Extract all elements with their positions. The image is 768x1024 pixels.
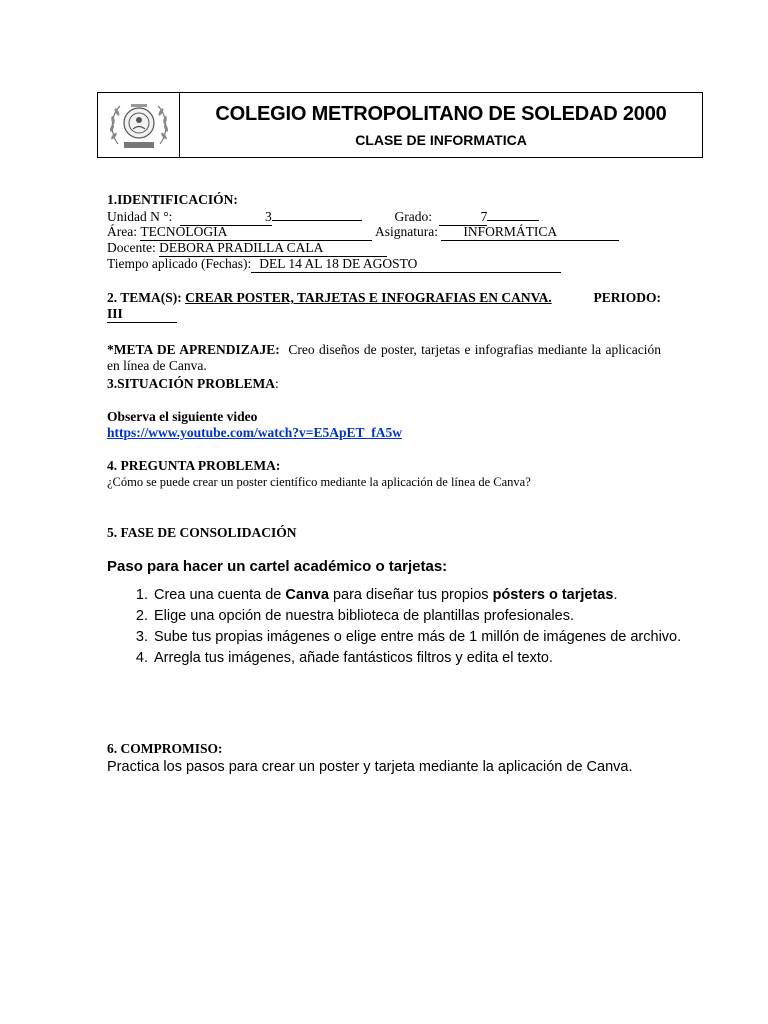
list-item: 2. Elige una opción de nuestra biblioteca de plantillas profesionales. <box>152 607 692 626</box>
period-row <box>107 306 177 323</box>
list-item <box>152 586 692 605</box>
goal-text: Creo diseños de poster, tarjetas e infografias mediante la aplicación en línea de Canva. <box>107 342 661 373</box>
goal-label: *META DE APRENDIZAJE: <box>107 342 280 357</box>
theme-label: 2. TEMA(S): <box>107 290 182 305</box>
situation-row <box>107 376 279 392</box>
period-value: III <box>107 306 177 323</box>
period-label: PERIODO: <box>593 290 661 305</box>
observe-label: Observa el siguiente video <box>107 409 258 424</box>
area-row <box>107 224 619 241</box>
unit-label: Unidad N °: <box>107 209 173 224</box>
step1-canva: Canva <box>285 587 329 603</box>
time-value: DEL 14 AL 18 DE AGOSTO <box>251 256 561 273</box>
school-logo <box>98 93 180 157</box>
step1-period: . <box>613 587 618 603</box>
unit-value: 3 <box>180 209 272 226</box>
school-crest-icon <box>104 96 174 154</box>
subject-label: Asignatura: <box>375 224 438 239</box>
step1-posters: pósters o tarjetas <box>492 587 614 603</box>
class-name: CLASE DE INFORMATICA <box>355 132 527 148</box>
teacher-value: DEBORA PRADILLA CALA <box>159 240 387 257</box>
theme-value: CREAR POSTER, TARJETAS E INFOGRAFIAS EN CANVA. <box>185 290 552 305</box>
teacher-label: Docente: <box>107 240 156 255</box>
teacher-row <box>107 240 387 257</box>
situation-colon: : <box>275 376 279 391</box>
steps-heading: Paso para hacer un cartel académico o tarjetas: <box>107 558 448 575</box>
steps-list <box>125 586 692 670</box>
situation-heading: 3.SITUACIÓN PROBLEMA <box>107 376 276 391</box>
grade-value: 7 <box>439 209 487 226</box>
list-item: 3. Sube tus propias imágenes o elige entre más de 1 millón de imágenes de archivo. <box>152 628 692 647</box>
time-row <box>107 256 561 273</box>
commitment-text: Practica los pasos para crear un poster y tarjeta mediante la aplicación de Canva. <box>107 759 633 775</box>
list-item: 4. Arregla tus imágenes, añade fantásticos filtros y edita el texto. <box>152 649 692 668</box>
grade-label: Grado: <box>394 209 433 224</box>
step1-text-2: para diseñar tus propios <box>328 587 493 603</box>
question-text: ¿Cómo se puede crear un poster científico mediante la aplicación de línea de Canva? <box>107 475 531 489</box>
theme-row <box>107 290 661 306</box>
time-label: Tiempo aplicado (Fechas): <box>107 256 252 271</box>
area-label: Área: <box>107 224 137 239</box>
area-value: TECNOLOGIA <box>140 224 372 241</box>
school-name: COLEGIO METROPOLITANO DE SOLEDAD 2000 <box>215 103 667 125</box>
subject-value: INFORMÁTICA <box>441 224 619 241</box>
question-heading: 4. PREGUNTA PROBLEMA: <box>107 458 281 473</box>
header-table <box>97 92 703 158</box>
commitment-heading: 6. COMPROMISO: <box>107 741 223 756</box>
video-link[interactable]: https://www.youtube.com/watch?v=E5ApET_fA5w <box>107 425 402 440</box>
learning-goal <box>107 342 661 374</box>
consolidation-heading: 5. FASE DE CONSOLIDACIÓN <box>107 525 297 540</box>
identification-heading: 1.IDENTIFICACIÓN: <box>107 192 238 207</box>
step1-text: Crea una cuenta de <box>154 587 286 603</box>
